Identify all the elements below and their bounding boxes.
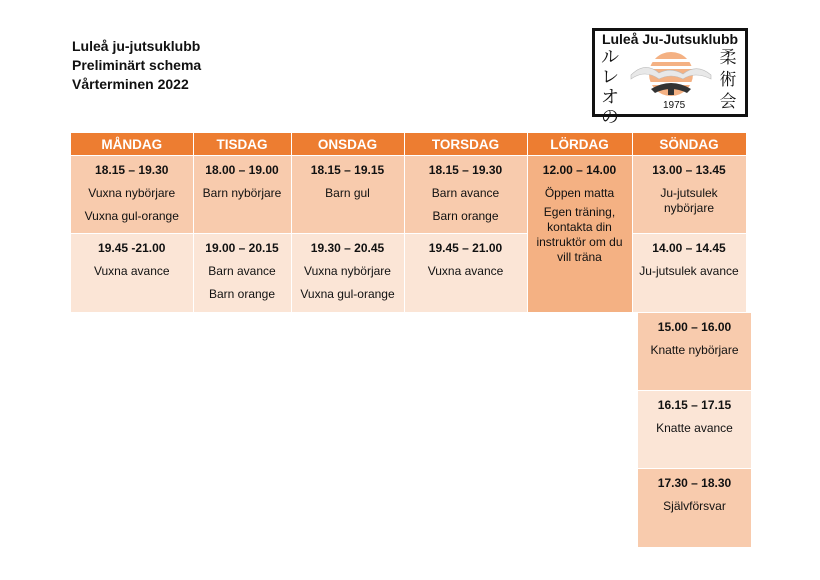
sunday-session-3: [638, 313, 751, 390]
day-header-sunday: SÖNDAG: [632, 133, 746, 156]
sunday-session-5: [638, 469, 751, 547]
katakana-char: オ: [601, 87, 619, 107]
session-cell-tuesday: [193, 234, 291, 312]
session-time: 18.15 – 19.15: [310, 163, 385, 177]
session-group: Vuxna gul-orange: [300, 287, 395, 301]
session-group: Barn nybörjare: [202, 186, 282, 200]
term-label: Vårterminen 2022: [72, 76, 189, 92]
katakana-char: の: [601, 107, 619, 127]
day-header-thursday: TORSDAG: [404, 133, 527, 156]
session-group: Knatte nybörjare: [650, 343, 739, 357]
session-cell-sunday: [632, 234, 746, 312]
schedule-table: [71, 133, 747, 312]
session-group: Vuxna gul-orange: [84, 209, 179, 223]
session-group: Barn orange: [432, 209, 499, 223]
session-time: 18.15 – 19.30: [95, 163, 169, 177]
session-cell-sunday: [632, 156, 746, 234]
session-time: 15.00 – 16.00: [657, 320, 732, 334]
session-group: Vuxna avance: [93, 264, 170, 278]
sunday-session-4: [638, 391, 751, 468]
kanji-char: 柔: [719, 48, 737, 67]
logo-title: Luleå Ju-Jutsuklubb: [601, 31, 739, 47]
session-group: Barn gul: [325, 186, 370, 200]
logo-year: 1975: [663, 100, 686, 111]
session-cell-monday: [71, 156, 193, 234]
session-group: Självförsvar: [663, 499, 726, 513]
club-logo: [592, 28, 748, 127]
schedule-title: Preliminärt schema: [72, 57, 202, 73]
session-row-2: [71, 234, 746, 312]
club-name: Luleå ju-jutsuklubb: [72, 38, 201, 54]
day-header-tuesday: TISDAG: [193, 133, 291, 156]
session-time: 19.45 – 21.00: [428, 241, 503, 255]
rising-sun-emblem: [625, 49, 717, 101]
session-group: Knatte avance: [656, 421, 733, 435]
session-group: Öppen matta: [544, 186, 615, 200]
katakana-char: レ: [601, 67, 619, 87]
logo-katakana: [599, 47, 621, 127]
session-group: Vuxna nybörjare: [88, 186, 176, 200]
session-time: 17.30 – 18.30: [657, 476, 732, 490]
session-group: Ju-jutsulek avance: [639, 264, 739, 278]
session-time: 19.00 – 20.15: [205, 241, 279, 255]
session-cell-wednesday: [291, 234, 404, 312]
session-time: 19.30 – 20.45: [310, 241, 385, 255]
session-cell-saturday: [527, 156, 632, 312]
session-group: Vuxna nybörjare: [304, 264, 391, 278]
session-group: Barn avance: [431, 186, 500, 200]
session-cell-tuesday: [193, 156, 291, 234]
session-cell-thursday: [404, 156, 527, 234]
day-header-monday: MÅNDAG: [71, 133, 193, 156]
session-time: 18.15 – 19.30: [428, 163, 503, 177]
kanji-char: 術: [719, 70, 737, 89]
session-group: Ju-jutsulek nybörjare: [660, 186, 718, 215]
session-cell-thursday: [404, 234, 527, 312]
session-time: 18.00 – 19.00: [205, 163, 279, 177]
session-cell-monday: [71, 234, 193, 312]
session-time: 12.00 – 14.00: [542, 163, 617, 177]
session-group: Barn avance: [208, 264, 276, 278]
session-group: Barn orange: [208, 287, 276, 301]
session-row-1: [71, 156, 746, 234]
session-time: 13.00 – 13.45: [652, 163, 726, 177]
session-group: Vuxna avance: [427, 264, 504, 278]
document-header: [72, 37, 201, 94]
katakana-char: ル: [601, 47, 619, 67]
day-header-saturday: LÖRDAG: [527, 133, 632, 156]
day-header-row: [71, 133, 746, 156]
session-time: 16.15 – 17.15: [657, 398, 732, 412]
session-time: 14.00 – 14.45: [652, 241, 726, 255]
session-note: Egen träning, kontakta din instruktör om du vill träna: [536, 205, 623, 264]
day-header-wednesday: ONSDAG: [291, 133, 404, 156]
session-time: 19.45 -21.00: [98, 241, 166, 255]
kanji-char: 会: [719, 92, 737, 111]
session-cell-wednesday: [291, 156, 404, 234]
logo-kanji: [717, 47, 739, 113]
